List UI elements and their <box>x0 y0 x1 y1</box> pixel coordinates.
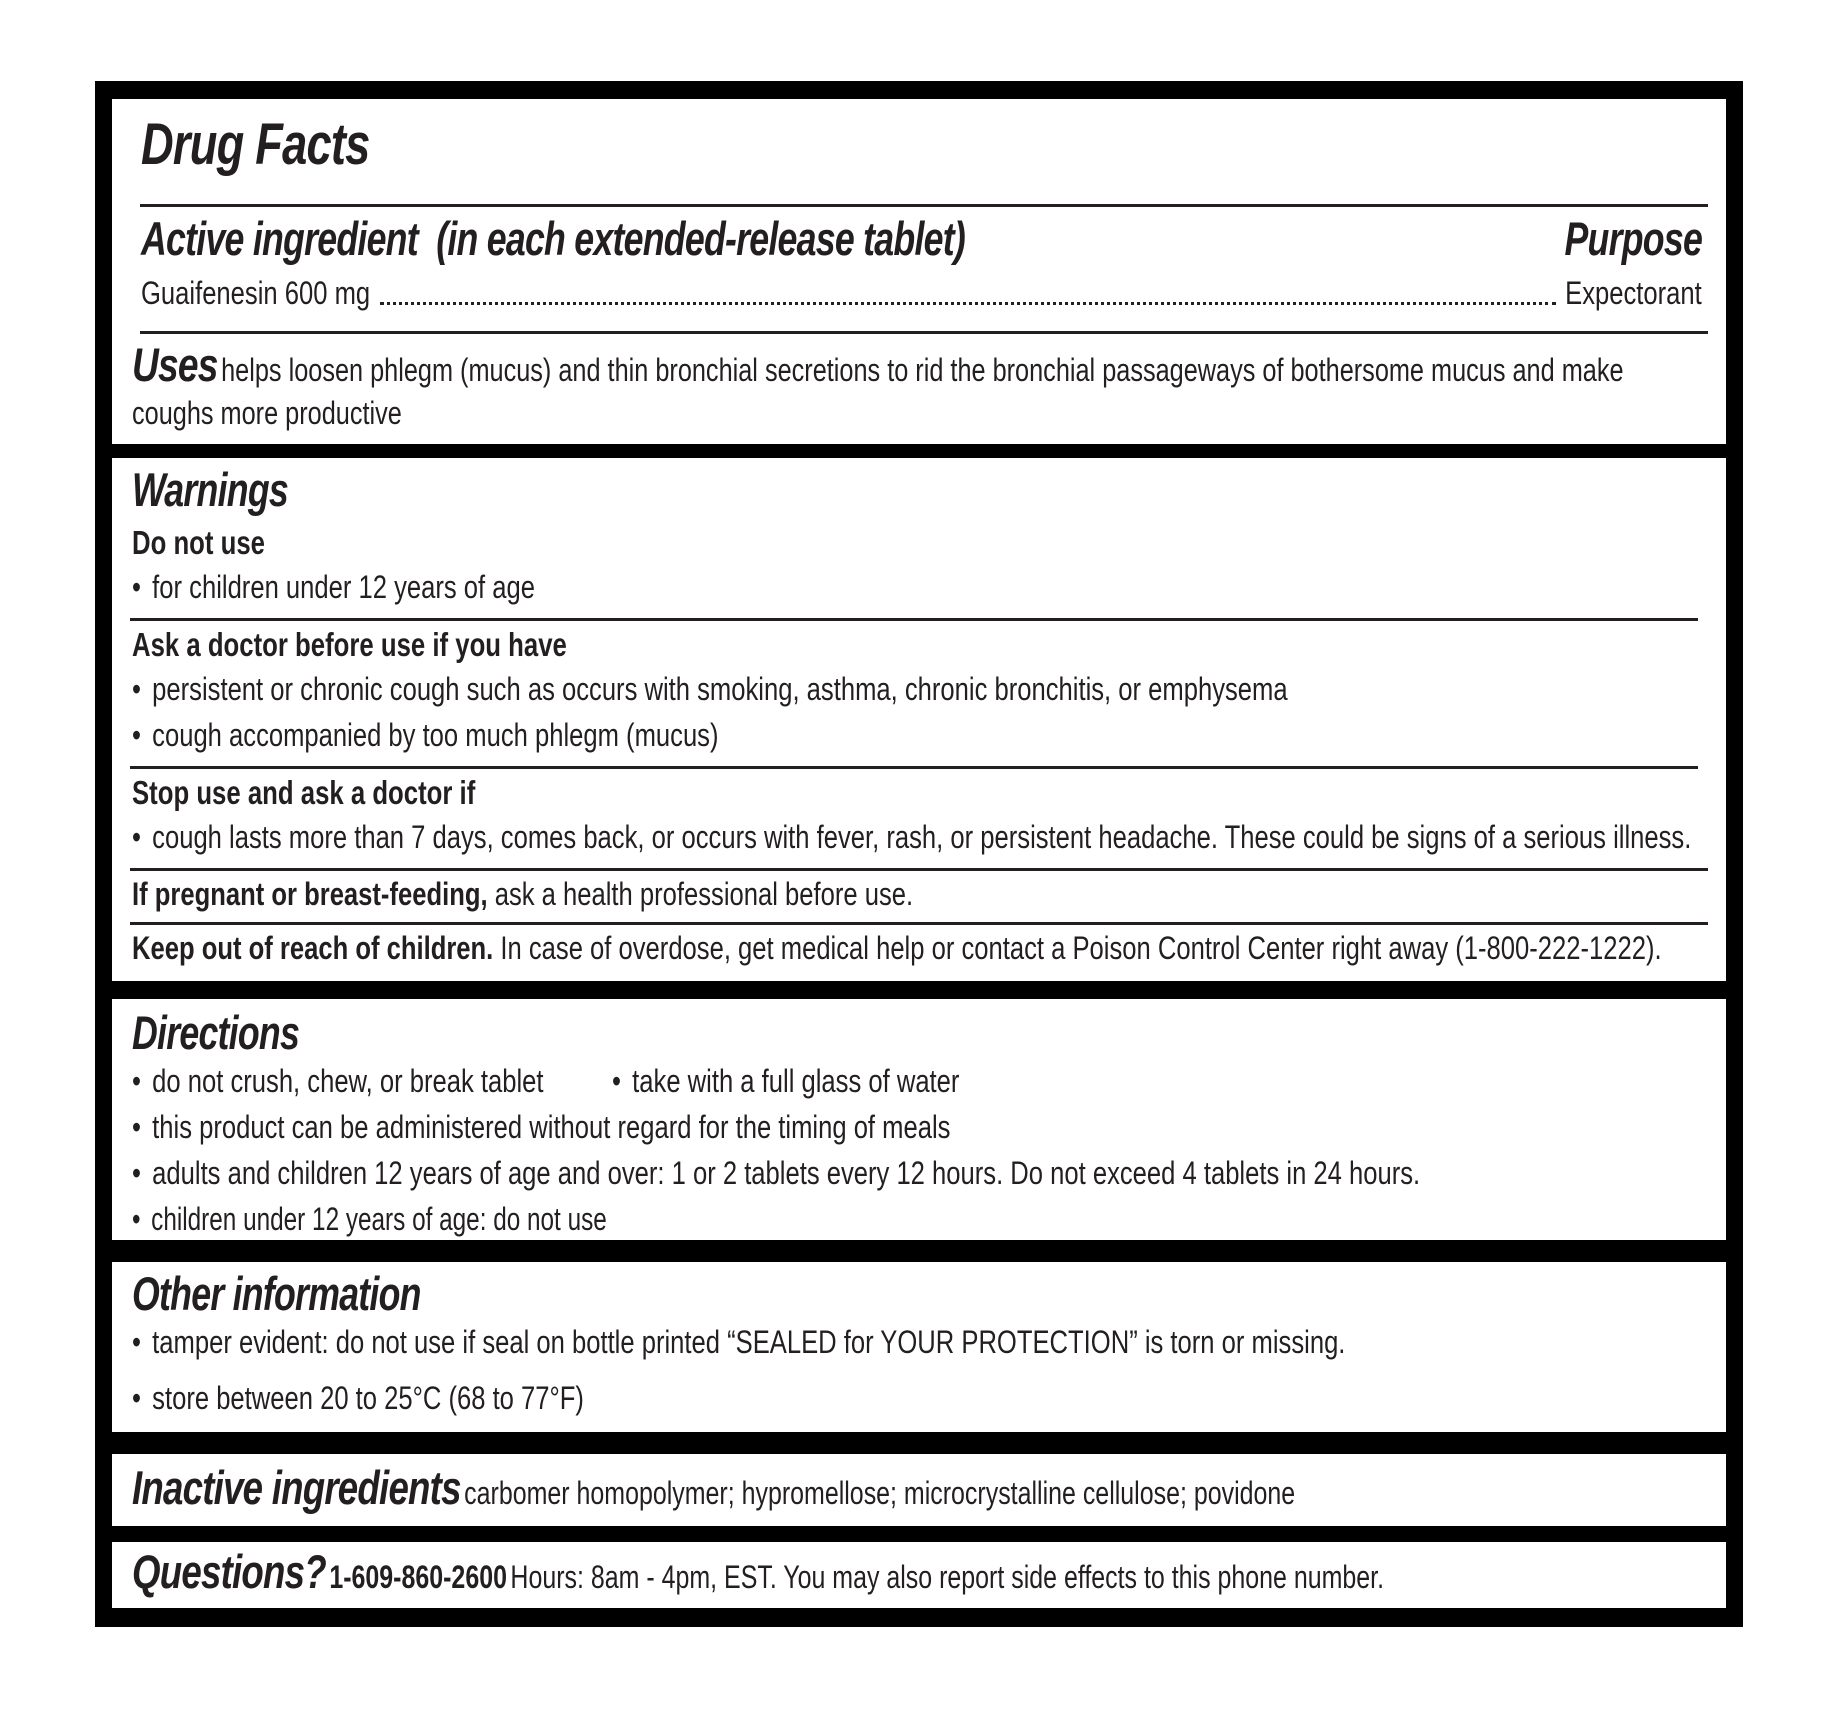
bullet: • <box>132 1109 141 1145</box>
bullet: • <box>132 1380 141 1416</box>
keep-out-warning: Keep out of reach of children. In case of overdose, get medical help or contact a Poison Control Center right away (1-800-222-1222). <box>132 930 1662 966</box>
active-ingredient-heading: Active ingredient <box>141 212 418 265</box>
inactive-ingredients-heading: Inactive ingredients <box>132 1461 461 1514</box>
active-ingredient-note: (in each extended-release tablet) <box>436 212 965 265</box>
list-item: • children under 12 years of age: do not use <box>132 1201 607 1237</box>
list-item: • this product can be administered without regard for the timing of meals <box>132 1109 951 1145</box>
do-not-use-heading: Do not use <box>132 524 265 561</box>
title-rule <box>140 204 1708 207</box>
questions-text: Hours: 8am - 4pm, EST. You may also report side effects to this phone number. <box>510 1559 1385 1595</box>
list-item: • cough accompanied by too much phlegm (mucus) <box>132 717 719 753</box>
divider <box>130 868 1708 871</box>
leader-dots <box>380 299 1556 305</box>
bullet: • <box>132 1063 141 1099</box>
list-item: • do not crush, chew, or break tablet <box>132 1063 544 1099</box>
warnings-heading: Warnings <box>132 463 289 516</box>
bullet: • <box>132 717 141 753</box>
uses-text-line1: helps loosen phlegm (mucus) and thin bronchial secretions to rid the bronchial passageways of bothersome mucus and make <box>221 352 1624 388</box>
divider <box>130 922 1708 925</box>
list-item: • store between 20 to 25°C (68 to 77°F) <box>132 1380 584 1416</box>
list-item: • for children under 12 years of age <box>132 569 535 605</box>
questions-heading: Questions? <box>132 1545 326 1598</box>
bullet: • <box>132 569 141 605</box>
divider <box>130 766 1698 769</box>
ask-doctor-heading: Ask a doctor before use if you have <box>132 626 567 663</box>
drug-facts-title: Drug Facts <box>141 112 370 177</box>
bullet: • <box>612 1063 621 1099</box>
directions-heading: Directions <box>132 1006 300 1059</box>
bullet: • <box>132 671 141 707</box>
inactive-ingredients-text: carbomer homopolymer; hypromellose; microcrystalline cellulose; povidone <box>464 1475 1296 1511</box>
active-ingredient-name: Guaifenesin 600 mg <box>141 275 371 311</box>
bullet: • <box>132 1201 141 1237</box>
bullet: • <box>132 1155 141 1191</box>
divider <box>130 618 1698 621</box>
uses-heading: Uses <box>132 338 218 391</box>
list-item: • take with a full glass of water <box>612 1063 960 1099</box>
other-information-panel <box>112 1262 1726 1432</box>
pregnant-warning: If pregnant or breast-feeding, ask a health professional before use. <box>132 876 914 912</box>
list-item: • cough lasts more than 7 days, comes back, or occurs with fever, rash, or persistent headache. These could be signs of a serious illness. <box>132 819 1692 855</box>
uses-text-line2: coughs more productive <box>132 395 402 431</box>
questions-panel <box>112 1542 1726 1608</box>
bullet: • <box>132 819 141 855</box>
list-item: • tamper evident: do not use if seal on bottle printed “SEALED for YOUR PROTECTION” is torn or missing. <box>132 1324 1346 1360</box>
drug-facts-panel <box>112 99 1726 444</box>
other-information-heading: Other information <box>132 1267 421 1320</box>
directions-panel <box>112 999 1726 1240</box>
drug-facts-label <box>95 81 1743 1627</box>
bullet: • <box>132 1324 141 1360</box>
questions-phone: 1-609-860-2600 <box>329 1559 507 1595</box>
list-item: • adults and children 12 years of age and over: 1 or 2 tablets every 12 hours. Do not exceed 4 tablets in 24 hours. <box>132 1155 1421 1191</box>
active-ingredient-purpose: Expectorant <box>1565 275 1702 311</box>
purpose-heading: Purpose <box>1564 212 1702 265</box>
active-rule <box>140 331 1708 334</box>
list-item: • persistent or chronic cough such as occurs with smoking, asthma, chronic bronchitis, or emphysema <box>132 671 1288 707</box>
warnings-panel <box>112 458 1726 981</box>
stop-use-heading: Stop use and ask a doctor if <box>132 774 476 811</box>
inactive-ingredients-panel <box>112 1454 1726 1526</box>
